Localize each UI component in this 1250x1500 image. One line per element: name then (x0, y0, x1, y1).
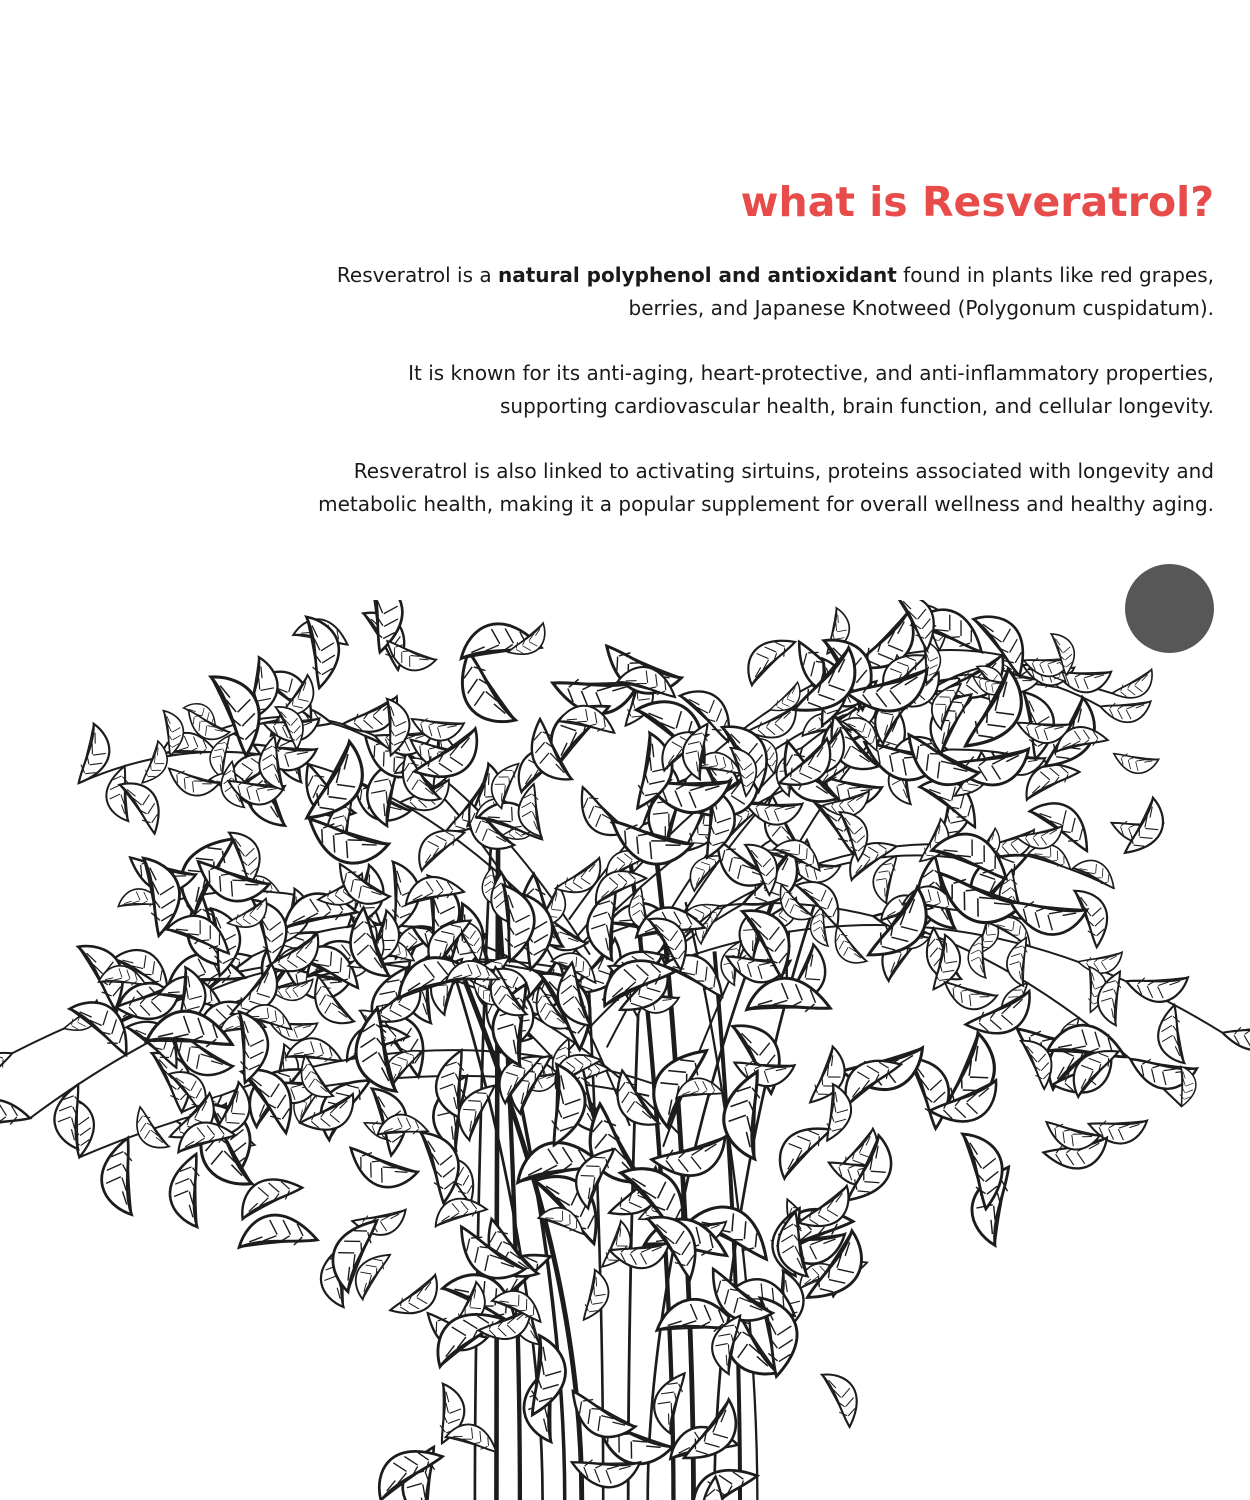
knotweed-plant-illustration (0, 600, 1250, 1500)
sirtuins-line1: Resveratrol is also linked to activating sirtuins, proteins associated with longevity and (353, 459, 1214, 483)
benefits-line1: It is known for its anti-aging, heart-protective, and anti-inflammatory properties, (408, 361, 1214, 385)
benefits-paragraph (408, 357, 1214, 423)
intro-text-line2: berries, and Japanese Knotweed (Polygonum cuspidatum). (628, 296, 1214, 320)
sirtuins-paragraph (318, 455, 1214, 521)
sirtuins-line2: metabolic health, making it a popular supplement for overall wellness and healthy aging. (318, 492, 1214, 516)
intro-paragraph (337, 259, 1214, 325)
intro-text-end: found in plants like red grapes, (896, 263, 1214, 287)
intro-bold-text: natural polyphenol and antioxidant (497, 263, 897, 287)
page-title: what is Resveratrol? (740, 178, 1214, 226)
benefits-line2: supporting cardiovascular health, brain function, and cellular longevity. (500, 394, 1214, 418)
intro-text-start: Resveratrol is a (336, 263, 498, 287)
